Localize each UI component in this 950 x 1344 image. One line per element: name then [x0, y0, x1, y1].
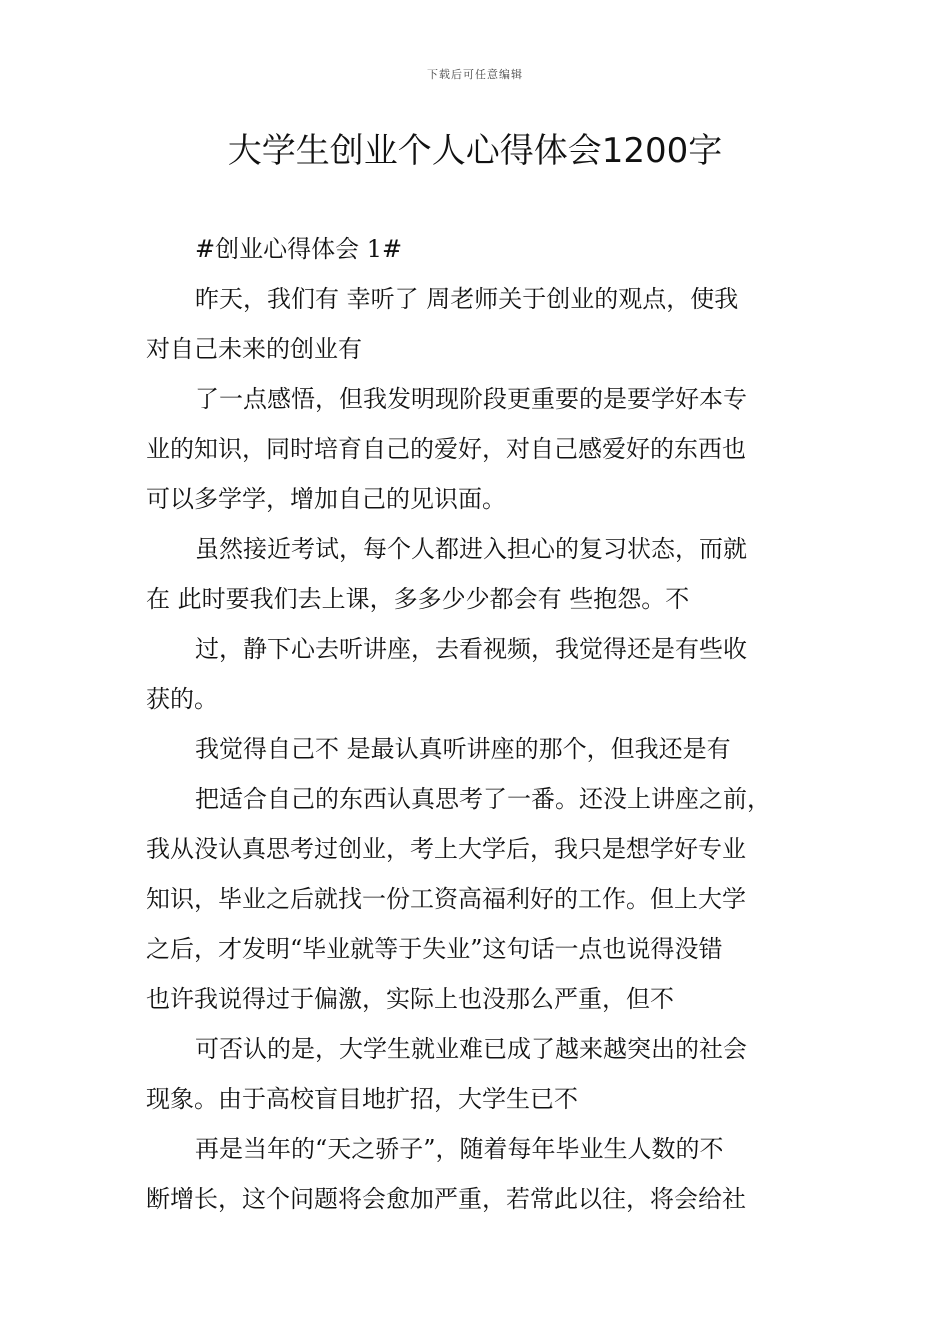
text-line: 过，静下心去听讲座，去看视频，我觉得还是有些收	[195, 635, 747, 663]
text-line: 获的。	[146, 685, 218, 713]
header-note: 下载后可任意编辑	[427, 68, 523, 81]
text-line: 业的知识，同时培育自己的爱好，对自己感爱好的东西也	[146, 435, 746, 463]
text-line: 虽然接近考试，每个人都进入担心的复习状态，而就	[195, 535, 747, 563]
text-line: 了一点感悟，但我发明现阶段更重要的是要学好本专	[195, 385, 747, 413]
text-line: 我从没认真思考过创业，考上大学后，我只是想学好专业	[146, 835, 746, 863]
text-line: 也许我说得过于偏激，实际上也没那么严重，但不	[146, 985, 674, 1013]
text-line: 知识，毕业之后就找一份工资高福利好的工作。但上大学	[146, 885, 746, 913]
text-line: 断增长，这个问题将会愈加严重，若常此以往，将会给社	[146, 1185, 746, 1213]
text-line: 我觉得自己不 是最认真听讲座的那个，但我还是有	[195, 735, 731, 763]
text-line: 再是当年的“天之骄子”，随着每年毕业生人数的不	[195, 1135, 724, 1163]
text-line: 把适合自己的东西认真思考了一番。还没上讲座之前，	[195, 785, 771, 813]
text-line: 现象。由于高校盲目地扩招，大学生已不	[146, 1085, 578, 1113]
text-line: 可以多学学，增加自己的见识面。	[146, 485, 506, 513]
text-line: 之后，才发明“毕业就等于失业”这句话一点也说得没错	[146, 935, 723, 963]
text-line: 对自己未来的创业有	[146, 335, 362, 363]
document-title: 大学生创业个人心得体会1200字	[227, 131, 723, 171]
text-line: 昨天，我们有 幸听了 周老师关于创业的观点，使我	[195, 285, 739, 313]
text-line: #创业心得体会 1#	[195, 235, 403, 263]
text-line: 在 此时要我们去上课，多多少少都会有 些抱怨。不	[146, 585, 690, 613]
body-text	[146, 224, 806, 1224]
text-line: 可否认的是，大学生就业难已成了越来越突出的社会	[195, 1035, 747, 1063]
